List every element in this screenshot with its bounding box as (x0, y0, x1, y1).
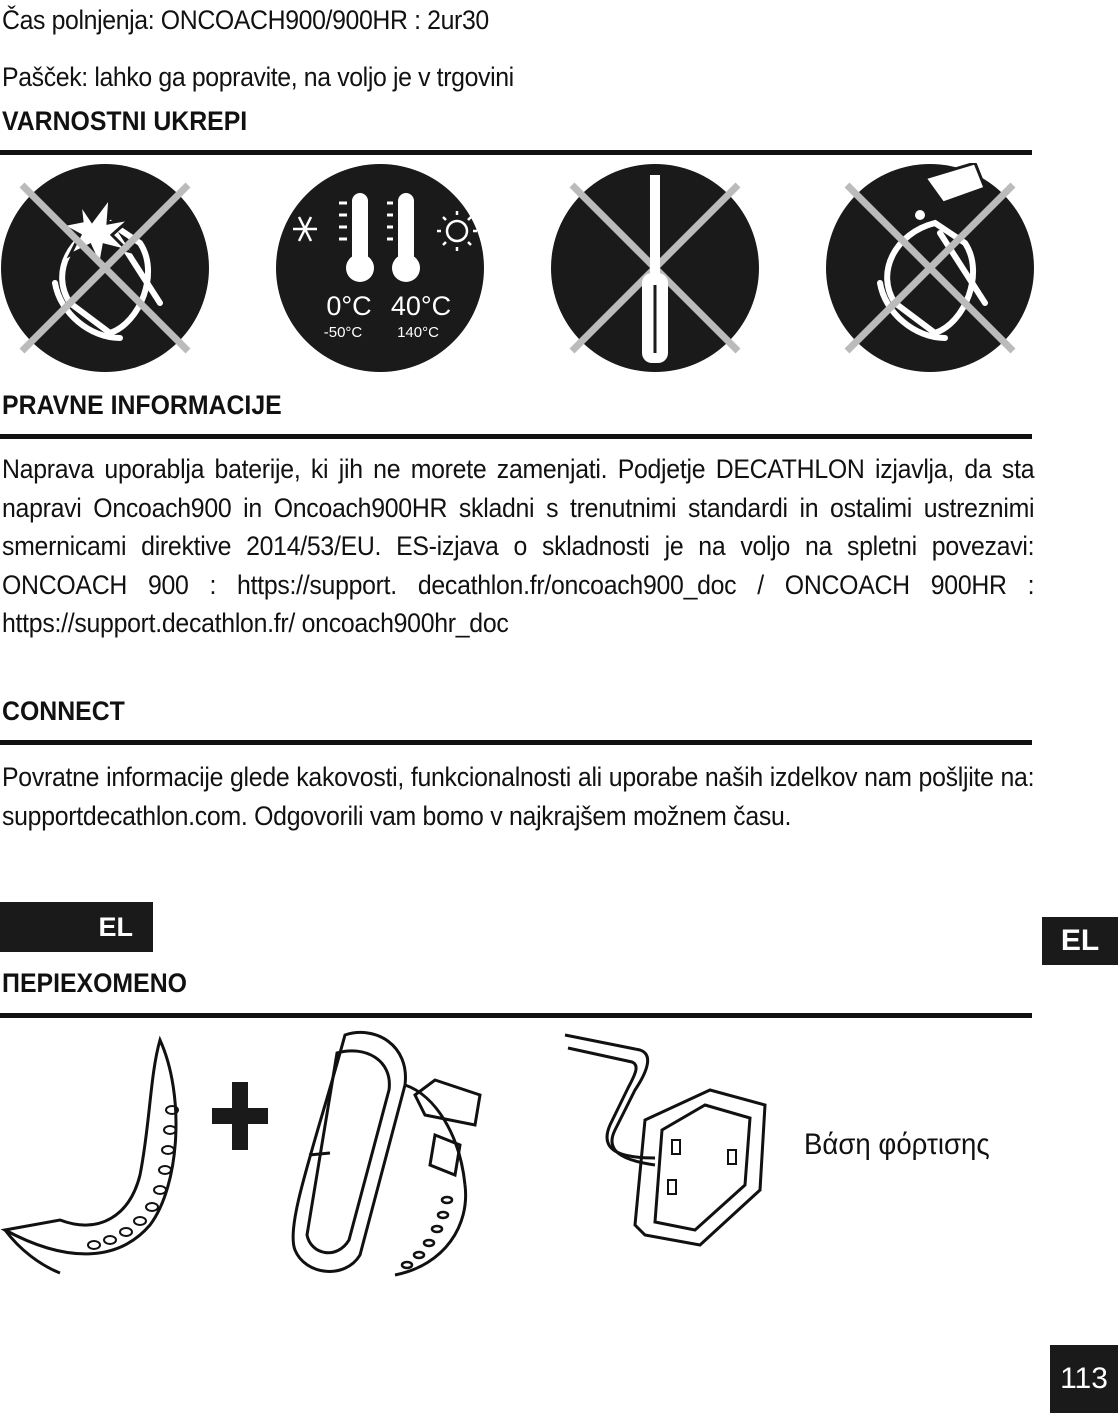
contents-rule (0, 1013, 1032, 1018)
language-tab (0, 902, 153, 952)
plus-icon (212, 1082, 268, 1150)
connect-paragraph (2, 758, 1034, 835)
safety-heading: VARNOSTNI UKREPI (2, 106, 248, 136)
temperature-range-icon (275, 163, 485, 373)
side-language-tab-label: EL (1060, 924, 1100, 957)
storage-max-temp: 140°C (397, 324, 439, 341)
storage-min-temp: -50°C (323, 324, 363, 341)
page-number-box (1050, 1345, 1118, 1413)
legal-paragraph (2, 450, 1034, 643)
legal-rule (0, 434, 1032, 439)
no-impact-icon (0, 163, 210, 373)
charging-base-icon (560, 1030, 780, 1255)
language-tab-label: EL (98, 912, 133, 942)
side-language-tab (1042, 917, 1118, 965)
operating-min-temp: 0°C (326, 291, 372, 321)
operating-max-temp: 40°C (390, 291, 452, 321)
no-screwdriver-icon (550, 163, 760, 373)
connect-heading: CONNECT (2, 696, 125, 726)
no-solvent-icon (825, 163, 1035, 373)
safety-rule (0, 150, 1032, 155)
page-number: 113 (1060, 1362, 1108, 1395)
contents-heading: ΠΕΡΙΕΧΟΜΕΝΟ (2, 968, 187, 998)
connect-text: Povratne informacije glede kakovosti, funkcionalnosti ali uporabe naših izdelkov nam pošljite na: supportdecathlon.com. Odgovorili vam bomo v najkrajšem možnem času. (2, 762, 1035, 831)
tracker-icon (285, 1025, 485, 1285)
charging-time-text: Čas polnjenja: ONCOACH900/900HR : 2ur30 (2, 5, 489, 35)
strap-icon (0, 1035, 200, 1275)
connect-rule (0, 740, 1032, 745)
strap-info-text: Pašček: lahko ga popravite, na voljo je v trgovini (2, 62, 514, 92)
charging-base-label: Βάση φόρτισης (804, 1128, 990, 1161)
legal-text: Naprava uporablja baterije, ki jih ne morete zamenjati. Podjetje DECATHLON izjavlja, da sta napravi Oncoach900 in Oncoach900HR skladni s trenutnimi standardi in ostalimi ustreznimi smernicami direktive 2014/53/EU. ES-izjava o skladnosti je na voljo na spletni povezavi: ONCOACH 900 : https://support. decathlon.fr/oncoach900_doc / ONCOACH 900HR : https://support.decathlon.fr/ oncoach900hr_doc (2, 454, 1035, 638)
legal-heading: PRAVNE INFORMACIJE (2, 390, 282, 420)
